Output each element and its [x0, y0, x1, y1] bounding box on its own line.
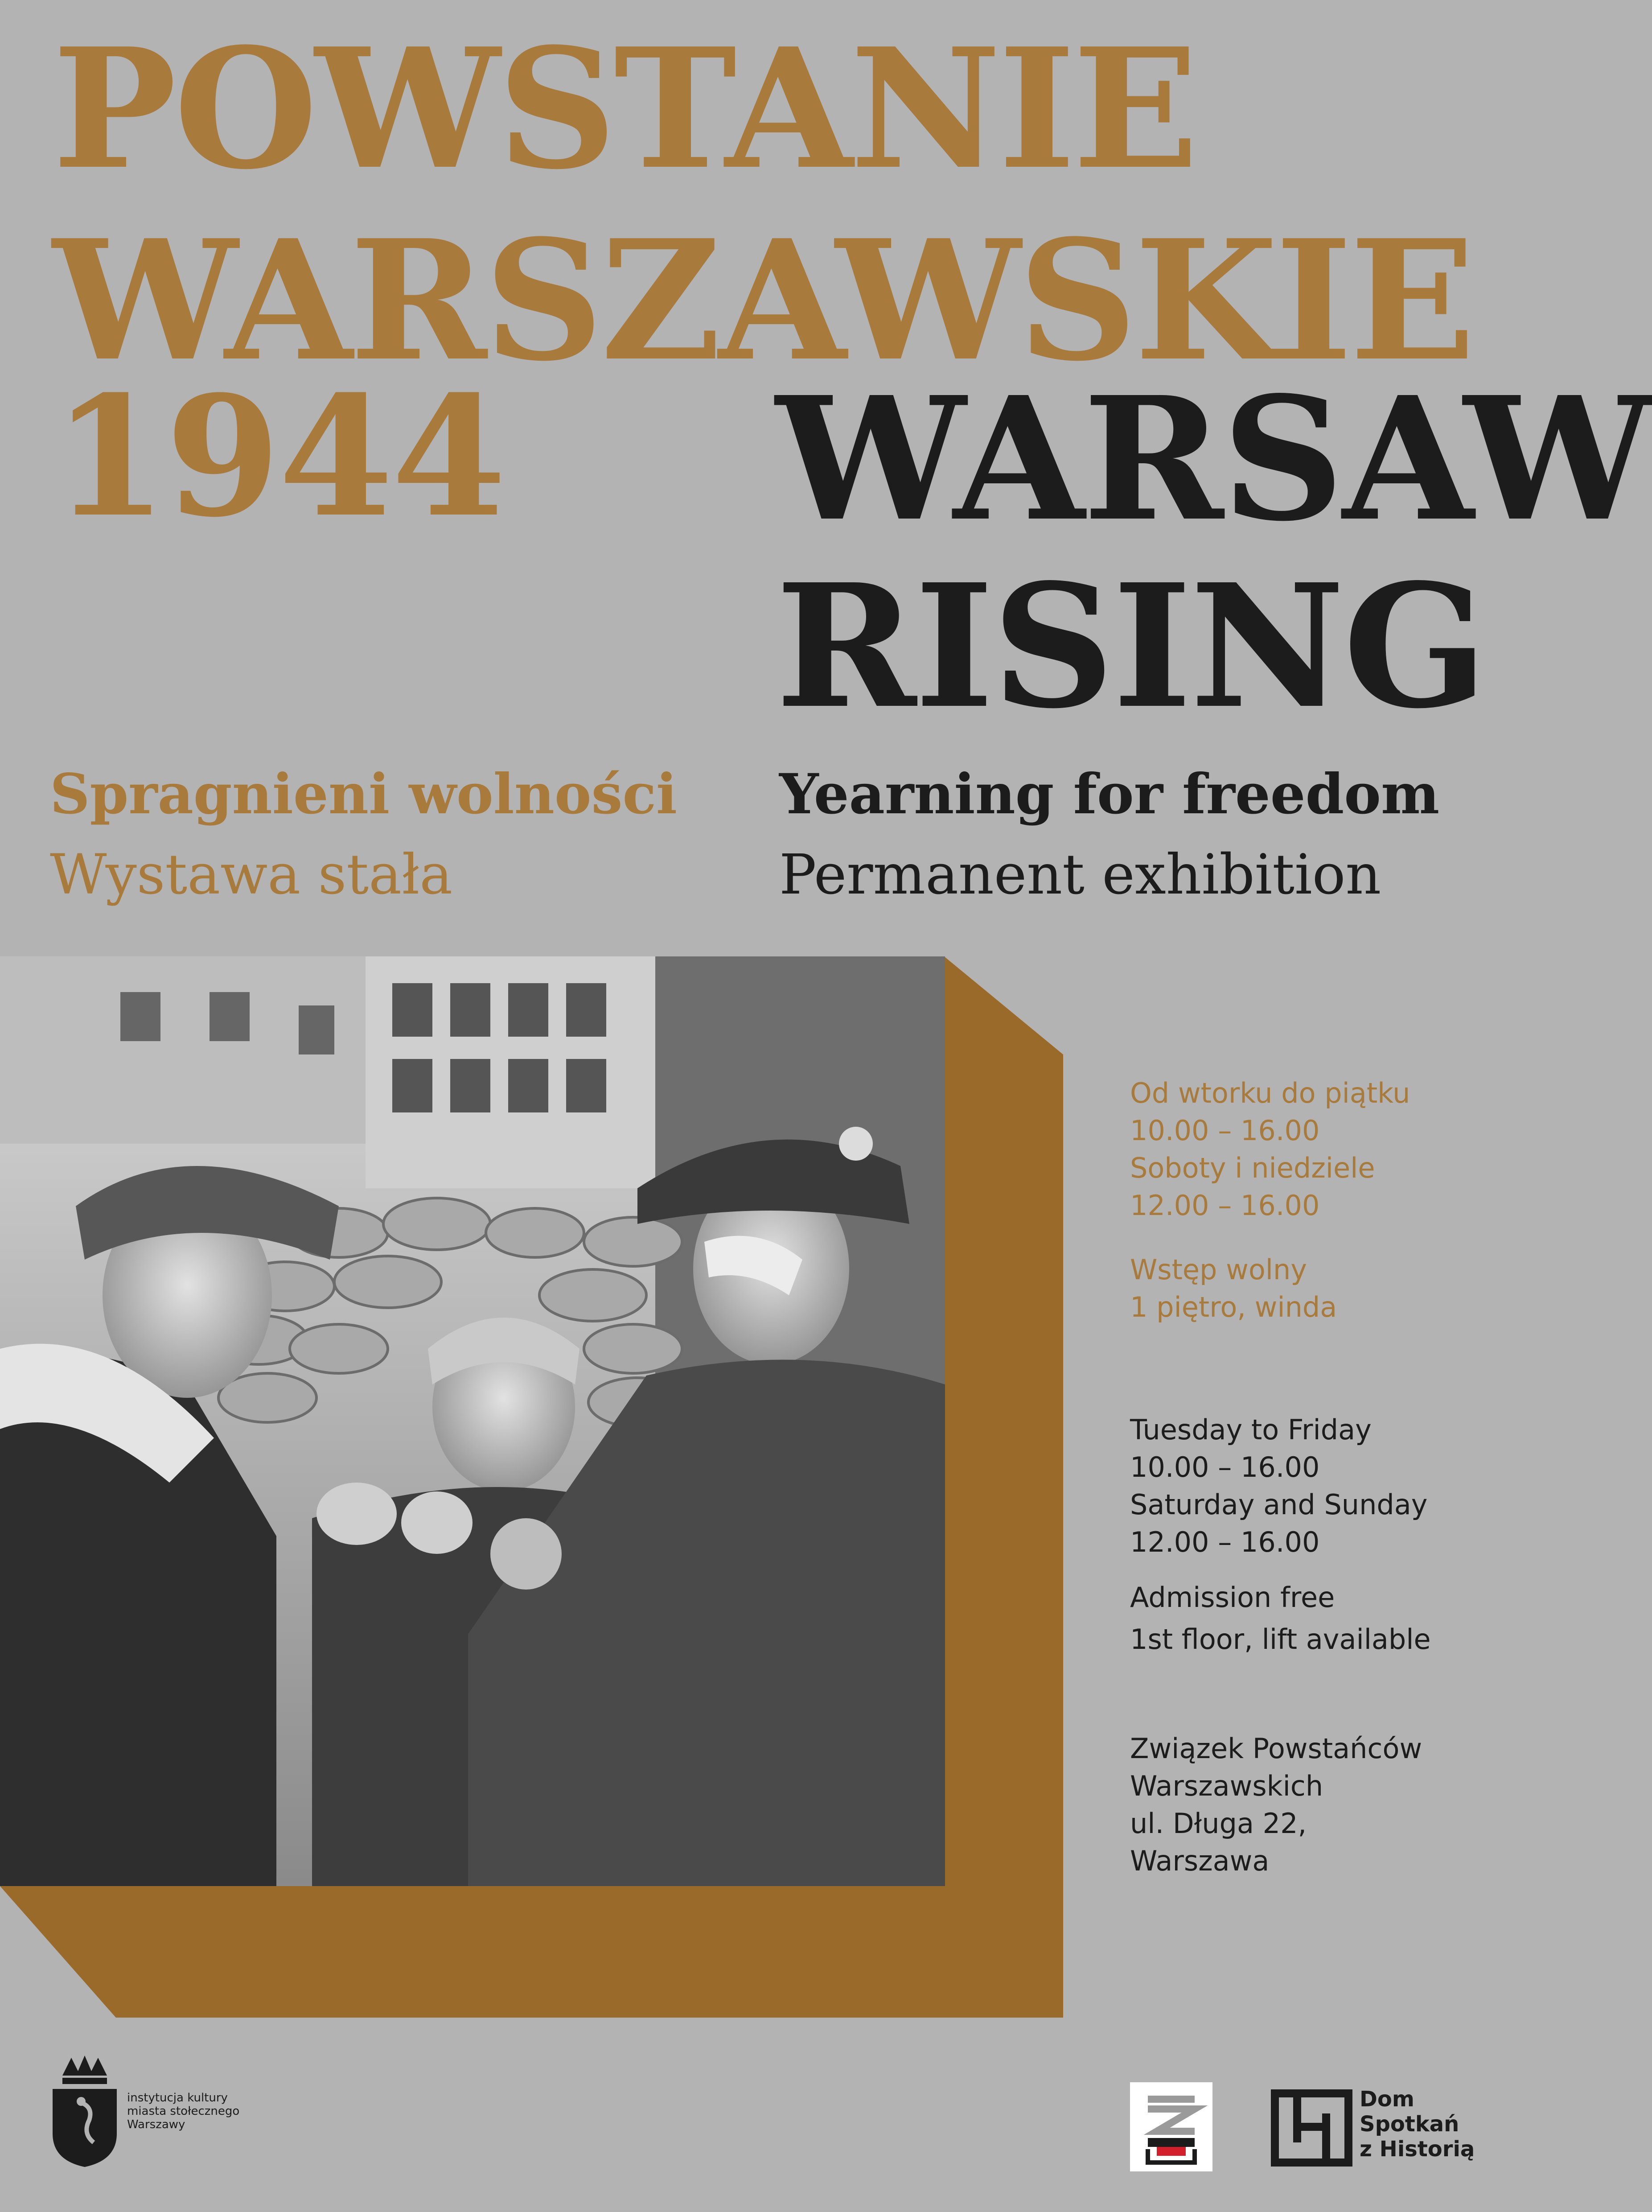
title-en-line1: WARSAW — [776, 359, 1652, 559]
dsh-line1: Dom — [1360, 2087, 1414, 2112]
address — [1130, 1730, 1422, 1880]
address-line3: ul. Długa 22, — [1130, 1807, 1307, 1840]
city-institution-text — [127, 2091, 239, 2131]
address-line2: Warszawskich — [1130, 1770, 1323, 1802]
admission-pl: Wstęp wolny — [1130, 1253, 1307, 1286]
dsh-line3: z Historią — [1360, 2137, 1475, 2162]
address-line4: Warszawa — [1130, 1845, 1270, 1877]
subtitle-en-main: Yearning for freedom — [779, 762, 1440, 827]
hours-en-time2: 12.00 – 16.00 — [1130, 1526, 1320, 1558]
city-line1: instytucja kultury — [127, 2091, 228, 2105]
hours-en — [1130, 1411, 1431, 1658]
title-english — [776, 359, 1652, 749]
title-en-line2: RISING — [776, 547, 1486, 746]
hours-en-days2: Saturday and Sunday — [1130, 1488, 1428, 1521]
hours-en-time1: 10.00 – 16.00 — [1130, 1451, 1320, 1483]
hours-pl-time2: 12.00 – 16.00 — [1130, 1189, 1320, 1222]
hours-pl — [1130, 1075, 1410, 1326]
photo-illustration — [0, 956, 945, 1886]
zpw-logo-icon — [1130, 2082, 1212, 2171]
title-year: 1944 — [53, 360, 505, 554]
dsh-logo-icon — [1270, 2089, 1353, 2167]
archival-photo — [0, 956, 945, 1886]
city-line2: miasta stołecznego — [127, 2105, 240, 2118]
floor-en: 1st floor, lift available — [1130, 1623, 1431, 1656]
dsh-logo-text — [1360, 2087, 1475, 2162]
floor-pl: 1 piętro, winda — [1130, 1291, 1337, 1323]
subtitle-pl-sub: Wystawa stała — [50, 843, 453, 907]
subtitle-en-sub: Permanent exhibition — [779, 843, 1381, 907]
title-polish — [53, 12, 1473, 410]
title-pl-line1: POWSTANIE — [53, 12, 1196, 206]
warsaw-city-crest-icon — [49, 2053, 120, 2169]
hours-en-days1: Tuesday to Friday — [1130, 1413, 1372, 1446]
admission-en: Admission free — [1130, 1581, 1335, 1614]
hours-pl-days2: Soboty i niedziele — [1130, 1152, 1375, 1184]
title-pl-line2: WARSZAWSKIE — [53, 204, 1473, 398]
hours-pl-time1: 10.00 – 16.00 — [1130, 1114, 1320, 1147]
subtitle-pl-main: Spragnieni wolności — [50, 762, 678, 827]
hours-pl-days1: Od wtorku do piątku — [1130, 1077, 1410, 1109]
address-line1: Związek Powstańców — [1130, 1732, 1422, 1765]
city-line3: Warszawy — [127, 2118, 185, 2131]
dsh-line2: Spotkań — [1360, 2112, 1459, 2137]
